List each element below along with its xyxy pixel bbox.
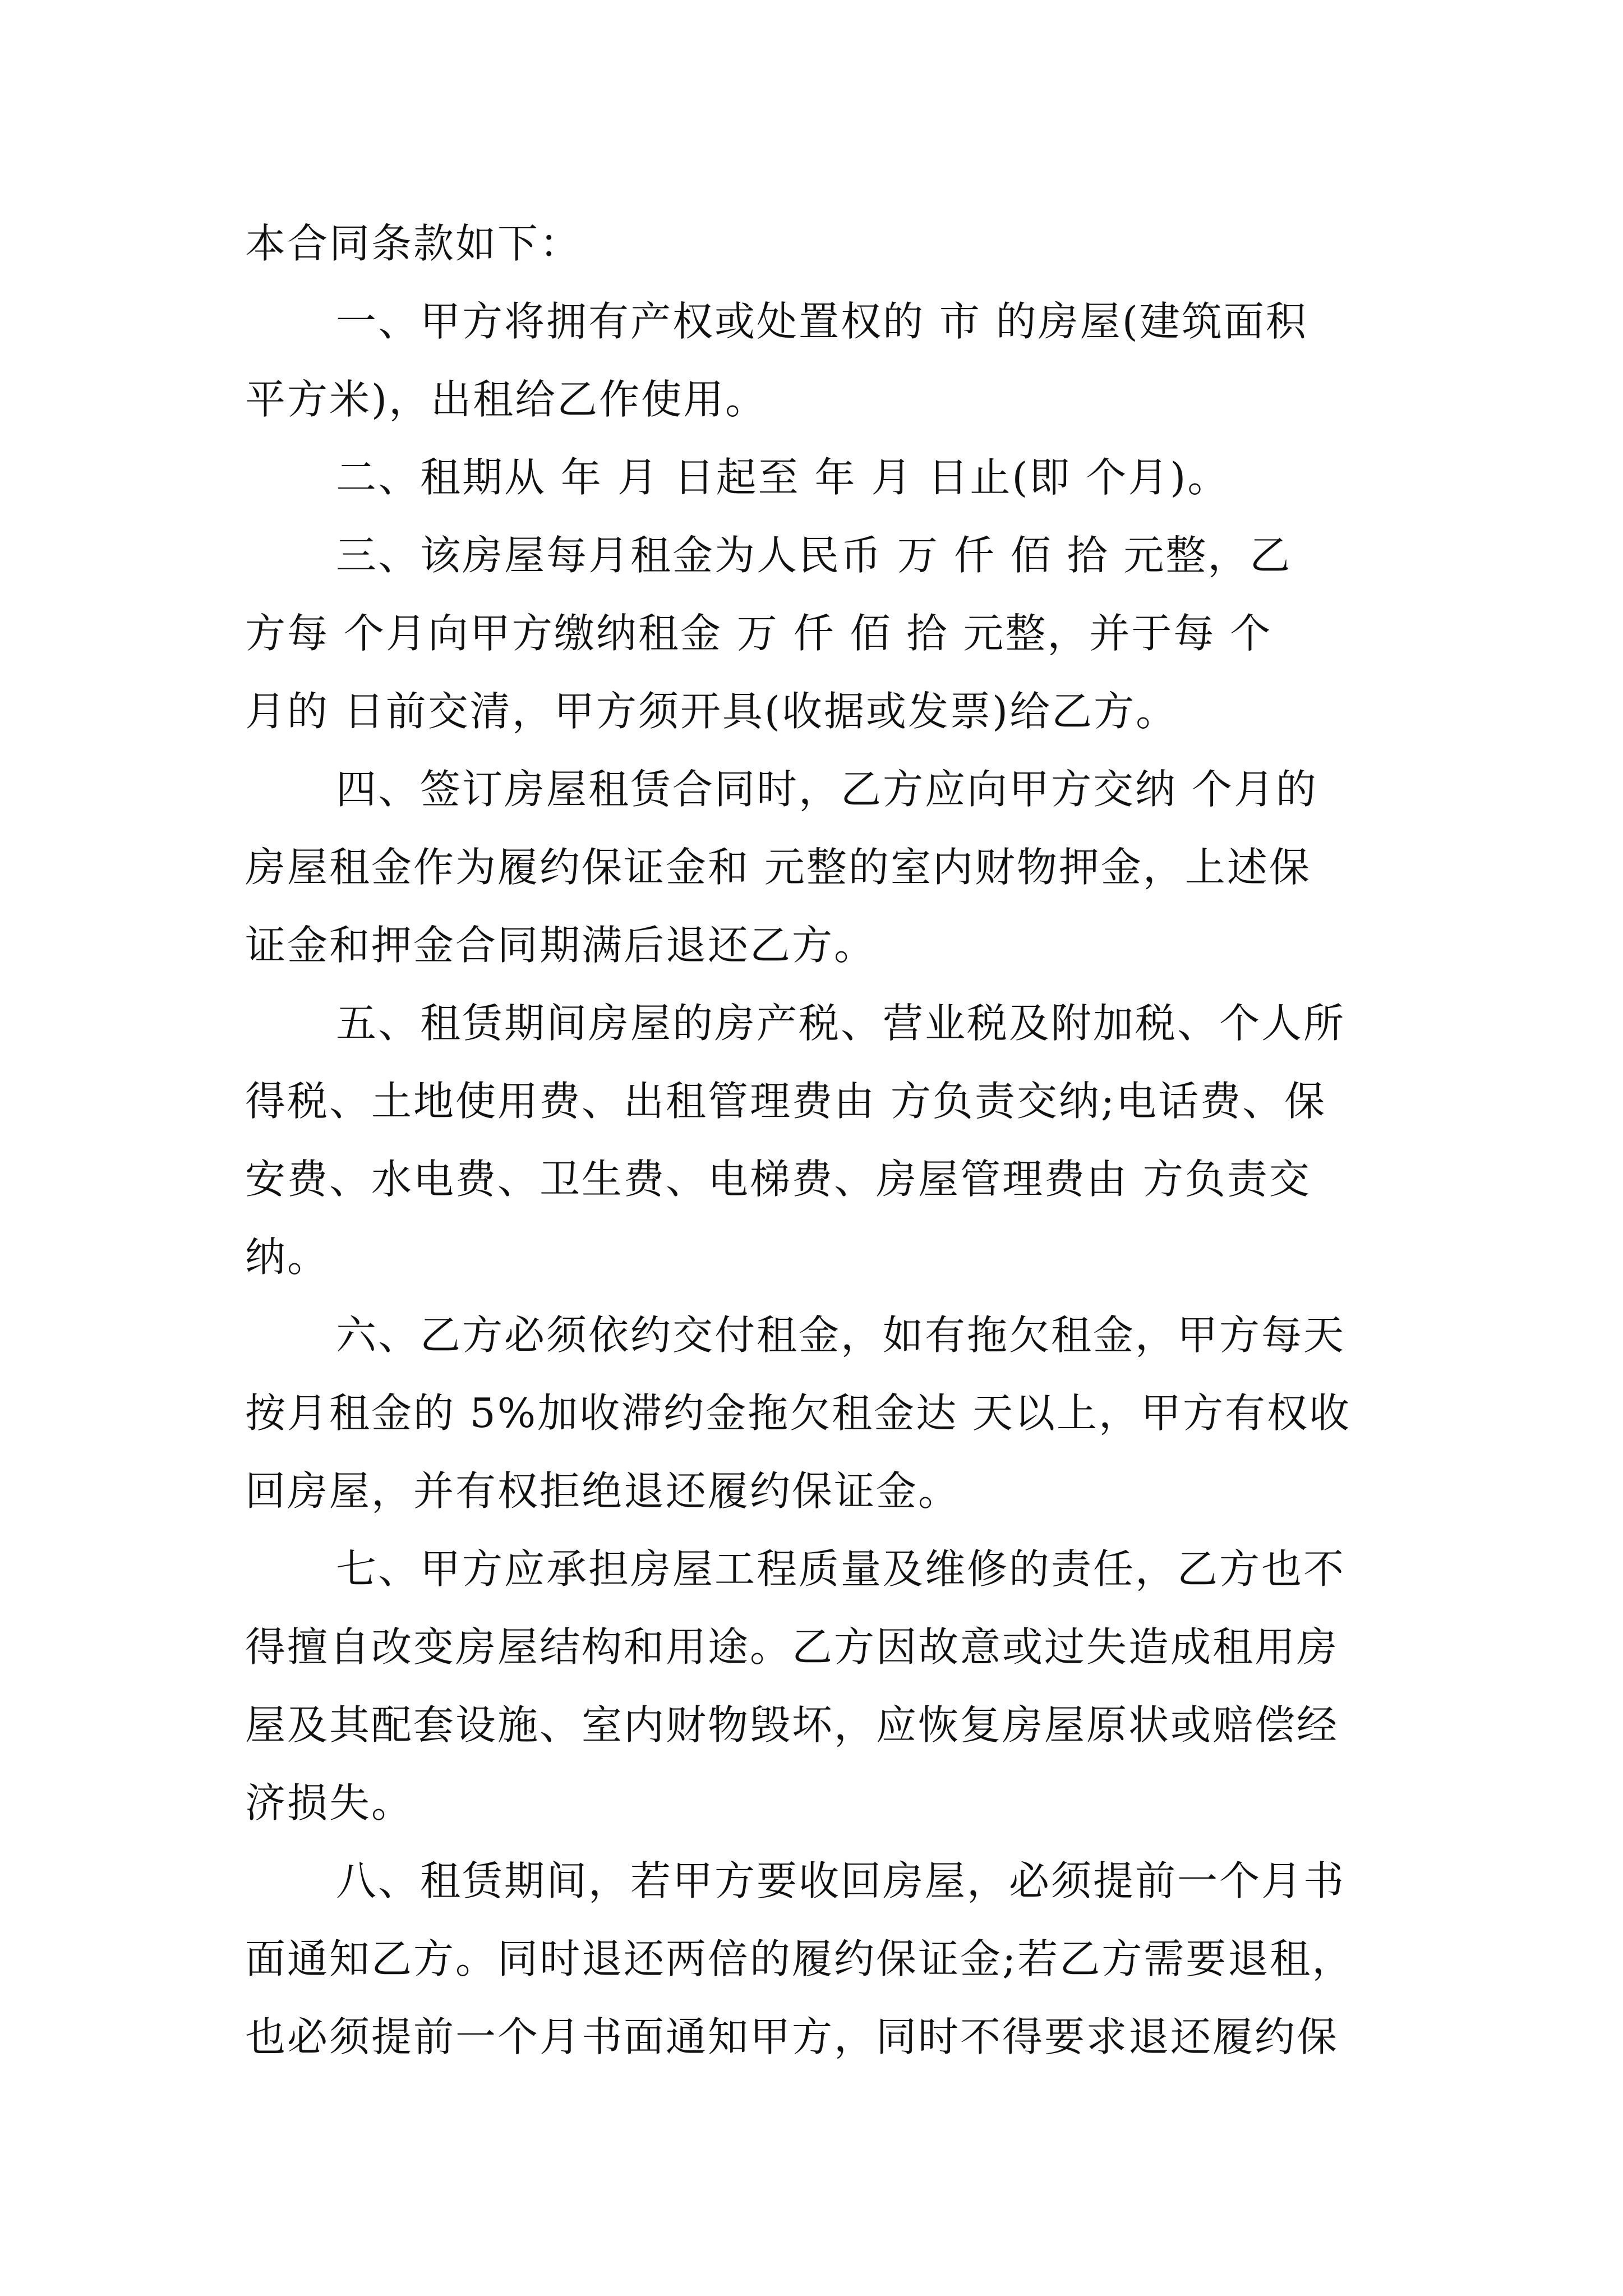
text-line: 本合同条款如下： (245, 220, 582, 267)
text-line: 方每 个月向甲方缴纳租金 万 仟 佰 拾 元整，并于每 个 (245, 610, 1272, 657)
document-body (245, 205, 1384, 2076)
text-line: 得擅自改变房屋结构和用途。乙方因故意或过失造成租用房 (245, 1623, 1339, 1671)
text-line: 一、甲方将拥有产权或处置权的 市 的房屋(建筑面积 (336, 298, 1308, 345)
text-line: 房屋租金作为履约保证金和 元整的室内财物押金，上述保 (245, 844, 1311, 891)
text-line: 安费、水电费、卫生费、电梯费、房屋管理费由 方负责交 (245, 1156, 1311, 1203)
text-line: 济损失。 (245, 1779, 414, 1826)
text-line: 回房屋，并有权拒绝退还履约保证金。 (245, 1467, 961, 1515)
text-line: 二、租期从 年 月 日起至 年 月 日止(即 个月)。 (336, 454, 1230, 501)
text-line: 证金和押金合同期满后退还乙方。 (245, 922, 877, 969)
text-line: 屋及其配套设施、室内财物毁坏，应恢复房屋原状或赔偿经 (245, 1701, 1339, 1749)
text-line: 平方米)，出租给乙作使用。 (245, 376, 768, 423)
text-line: 六、乙方必须依约交付租金，如有拖欠租金，甲方每天 (336, 1312, 1346, 1359)
text-line: 得税、土地使用费、出租管理费由 方负责交纳;电话费、保 (245, 1078, 1327, 1125)
text-line: 七、甲方应承担房屋工程质量及维修的责任，乙方也不 (336, 1545, 1346, 1593)
text-line: 按月租金的 5%加收滞约金拖欠租金达 天以上，甲方有权收 (245, 1389, 1351, 1437)
text-line: 纳。 (245, 1234, 330, 1281)
text-line: 八、租赁期间，若甲方要收回房屋，必须提前一个月书 (336, 1857, 1346, 1904)
text-line: 五、租赁期间房屋的房产税、营业税及附加税、个人所 (336, 1000, 1346, 1047)
text-line: 也必须提前一个月书面通知甲方，同时不得要求退还履约保 (245, 2013, 1339, 2060)
text-line: 四、签订房屋租赁合同时，乙方应向甲方交纳 个月的 (336, 766, 1318, 813)
text-line: 月的 日前交清，甲方须开具(收据或发票)给乙方。 (245, 688, 1178, 735)
text-line: 面通知乙方。同时退还两倍的履约保证金;若乙方需要退租， (245, 1935, 1354, 1982)
text-line: 三、该房屋每月租金为人民币 万 仟 佰 拾 元整，乙 (336, 532, 1292, 579)
